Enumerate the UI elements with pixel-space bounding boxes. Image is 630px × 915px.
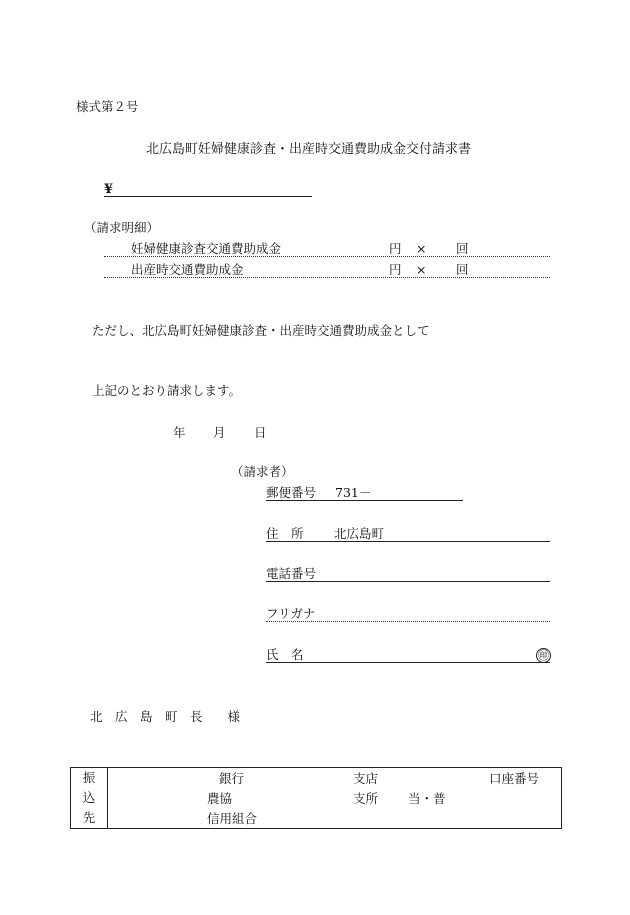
detail-count-birth: 回: [456, 262, 469, 277]
claimant-heading: （請求者）: [231, 464, 294, 479]
document-title: 北広島町妊婦健康診査・出産時交通費助成金交付請求書: [146, 142, 472, 157]
postal-field[interactable]: [266, 500, 463, 501]
detail-yen-birth: 円: [389, 262, 402, 277]
account-type: 当・普: [408, 791, 446, 806]
details-heading: （請求明細）: [84, 220, 160, 235]
detail-yen-checkup: 円: [389, 241, 402, 256]
form-number: 様式第２号: [76, 99, 139, 114]
name-field[interactable]: [266, 662, 550, 663]
name-label: 氏 名: [266, 647, 304, 662]
bank-type-credit: 信用組合: [207, 811, 258, 826]
date-year: 年: [173, 425, 186, 440]
proviso-text: ただし、北広島町妊婦健康診査・出産時交通費助成金として: [92, 323, 430, 338]
account-number-label: 口座番号: [489, 771, 540, 786]
bank-side-label: 込: [82, 790, 96, 805]
detail-line-checkup[interactable]: [104, 256, 550, 257]
postal-value: 731－: [335, 485, 372, 500]
bank-side-label: 先: [82, 810, 96, 825]
branch-label: 支店: [353, 771, 379, 786]
bank-details-cell[interactable]: [108, 768, 562, 829]
bank-type-bank: 銀行: [219, 771, 245, 786]
bank-transfer-table: [70, 767, 562, 829]
phone-field[interactable]: [266, 581, 550, 582]
detail-count-checkup: 回: [456, 241, 469, 256]
amount-field[interactable]: [104, 196, 312, 197]
furigana-field[interactable]: [266, 621, 550, 622]
furigana-label: フリガナ: [266, 606, 316, 621]
detail-label-checkup: 妊婦健康診査交通費助成金: [131, 241, 282, 256]
bank-type-agri: 農協: [207, 791, 233, 806]
sub-branch-label: 支所: [353, 791, 379, 806]
addressee: 北 広 島 町 長 様: [90, 709, 241, 724]
date-month: 月: [213, 425, 226, 440]
bank-side-label: 振: [82, 770, 96, 785]
bank-side-labels: [71, 768, 108, 829]
detail-line-birth[interactable]: [104, 277, 550, 278]
detail-times-checkup: ×: [416, 241, 427, 256]
yen-symbol: ¥: [104, 182, 114, 197]
phone-label: 電話番号: [266, 566, 317, 581]
seal-icon: ㊞: [538, 649, 549, 662]
address-value: 北広島町: [334, 526, 385, 541]
address-field[interactable]: [266, 541, 550, 542]
detail-label-birth: 出産時交通費助成金: [131, 262, 244, 277]
date-day: 日: [254, 425, 267, 440]
postal-label: 郵便番号: [266, 485, 317, 500]
address-label: 住 所: [266, 526, 304, 541]
request-text: 上記のとおり請求します。: [92, 383, 242, 398]
detail-times-birth: ×: [416, 262, 427, 277]
